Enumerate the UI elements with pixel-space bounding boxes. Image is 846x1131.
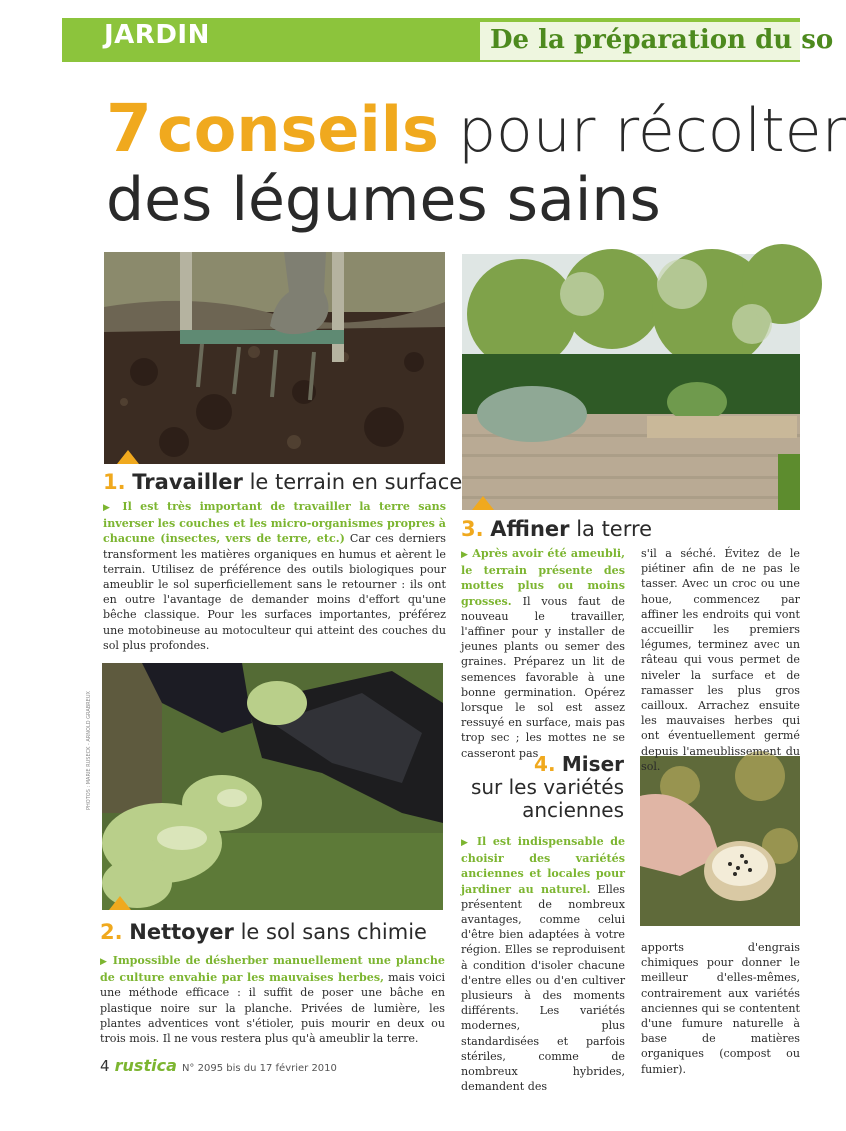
section1-heading: 1. Travailler le terrain en surface <box>103 470 463 494</box>
section3-heading: 3. Affiner la terre <box>461 517 653 541</box>
title-number: 7 <box>106 90 152 167</box>
section3-text-col2: s'il a séché. Évitez de le piétiner afin de ne pas le tasser. Avec un croc ou une houe, commencez par affiner les endroits qui vont accueillir les premiers légumes, terminez avec un râteau qui vous permet de niveler la surface et de ramasser les plus gros cailloux. Arrachez ensuite les mauvaises herbes qui ont éventuellement germé depuis l'ameublissement du sol. <box>641 547 800 773</box>
section2-text: ▶ Impossible de désherber manuellement une planche de culture envahie par les mauvaises herbes, mais voici une méthode efficace : il suffit de poser une bâche en plastique noire sur la planche. Privées de lumière, les plantes adventices vont s'étioler, puis mourir en deux ou trois mois. Il ne vous restera plus qu'à ameublir la terre. <box>100 954 445 1046</box>
main-title-line1 <box>106 90 846 167</box>
section4-text-col2: apports d'engrais chimiques pour donner le meilleur d'elles-mêmes, contrairement aux variétés anciennes qui se contentent d'une fumure naturelle à base de matières organiques (compost ou fumier). <box>641 941 800 1076</box>
section3-text: ▶ Après avoir été ameubli, le terrain présente des mottes plus ou moins grosses. Il vous faut de nouveau le travailler, l'affiner pour y installer de jeunes plants ou semer des graines. Préparez un lit de semences favorable à une bonne germination. Opérez lorsque le sol est assez ressuyé en surface, mais pas trop sec ; les mottes ne se casseront pas <box>461 547 625 760</box>
section4-text: ▶ Il est indispensable de choisir des variétés anciennes et locales pour jardiner au naturel. Elles présentent de nombreux avantages, comme celui d'être bien adaptées à votre région. Elles se reproduisent à condition d'isoler chacune d'entre elles ou d'en cultiver plusieurs à des moments différents. Les variétés modernes, plus standardisées et parfois stériles, comme de nombreux hybrides, demandent des <box>461 835 626 1094</box>
section1-text: ▶ Il est très important de travailler la terre sans inverser les couches et les micro-organismes propres à chacune (insectes, vers de terre, etc.) Car ces derniers transforment les matières organiques en humus et aèrent le terrain. Utilisez de préférence des outils biologiques pour ameublir le sol superficiellement sans le retourner : ils ont en outre l'avantage de demander moins d'effort qu'une bêche classique. Pour les surfaces importantes, préférez une motobineuse au motoculteur qui atteint des couches du sol plus profondes. <box>103 500 446 652</box>
photo-seeds <box>640 756 800 926</box>
photo-tarp <box>102 663 443 910</box>
photo-credit: PHOTOS : MARIE RUSECK - ARNOLD GRABREUX <box>86 691 92 810</box>
page-number: 4 <box>100 1057 110 1075</box>
title-highlight: conseils <box>157 93 439 166</box>
photo-soil-fork <box>104 252 445 464</box>
page-footer <box>100 1056 337 1075</box>
section2-heading: 2. Nettoyer le sol sans chimie <box>100 920 427 944</box>
section4-heading: 4. Miser sur les variétés anciennes <box>470 752 624 822</box>
band-title: De la préparation du so <box>490 25 834 55</box>
title-rest: pour récolter <box>438 96 846 166</box>
magazine-name: rustica <box>114 1056 177 1075</box>
marker-triangle <box>117 450 139 464</box>
main-title-line2: des légumes sains <box>106 165 661 235</box>
marker-triangle <box>109 896 131 910</box>
marker-triangle <box>472 496 494 510</box>
rubric-label: JARDIN <box>104 20 210 50</box>
photo-garden <box>462 254 800 510</box>
issue-info: N° 2095 bis du 17 février 2010 <box>181 1063 337 1074</box>
